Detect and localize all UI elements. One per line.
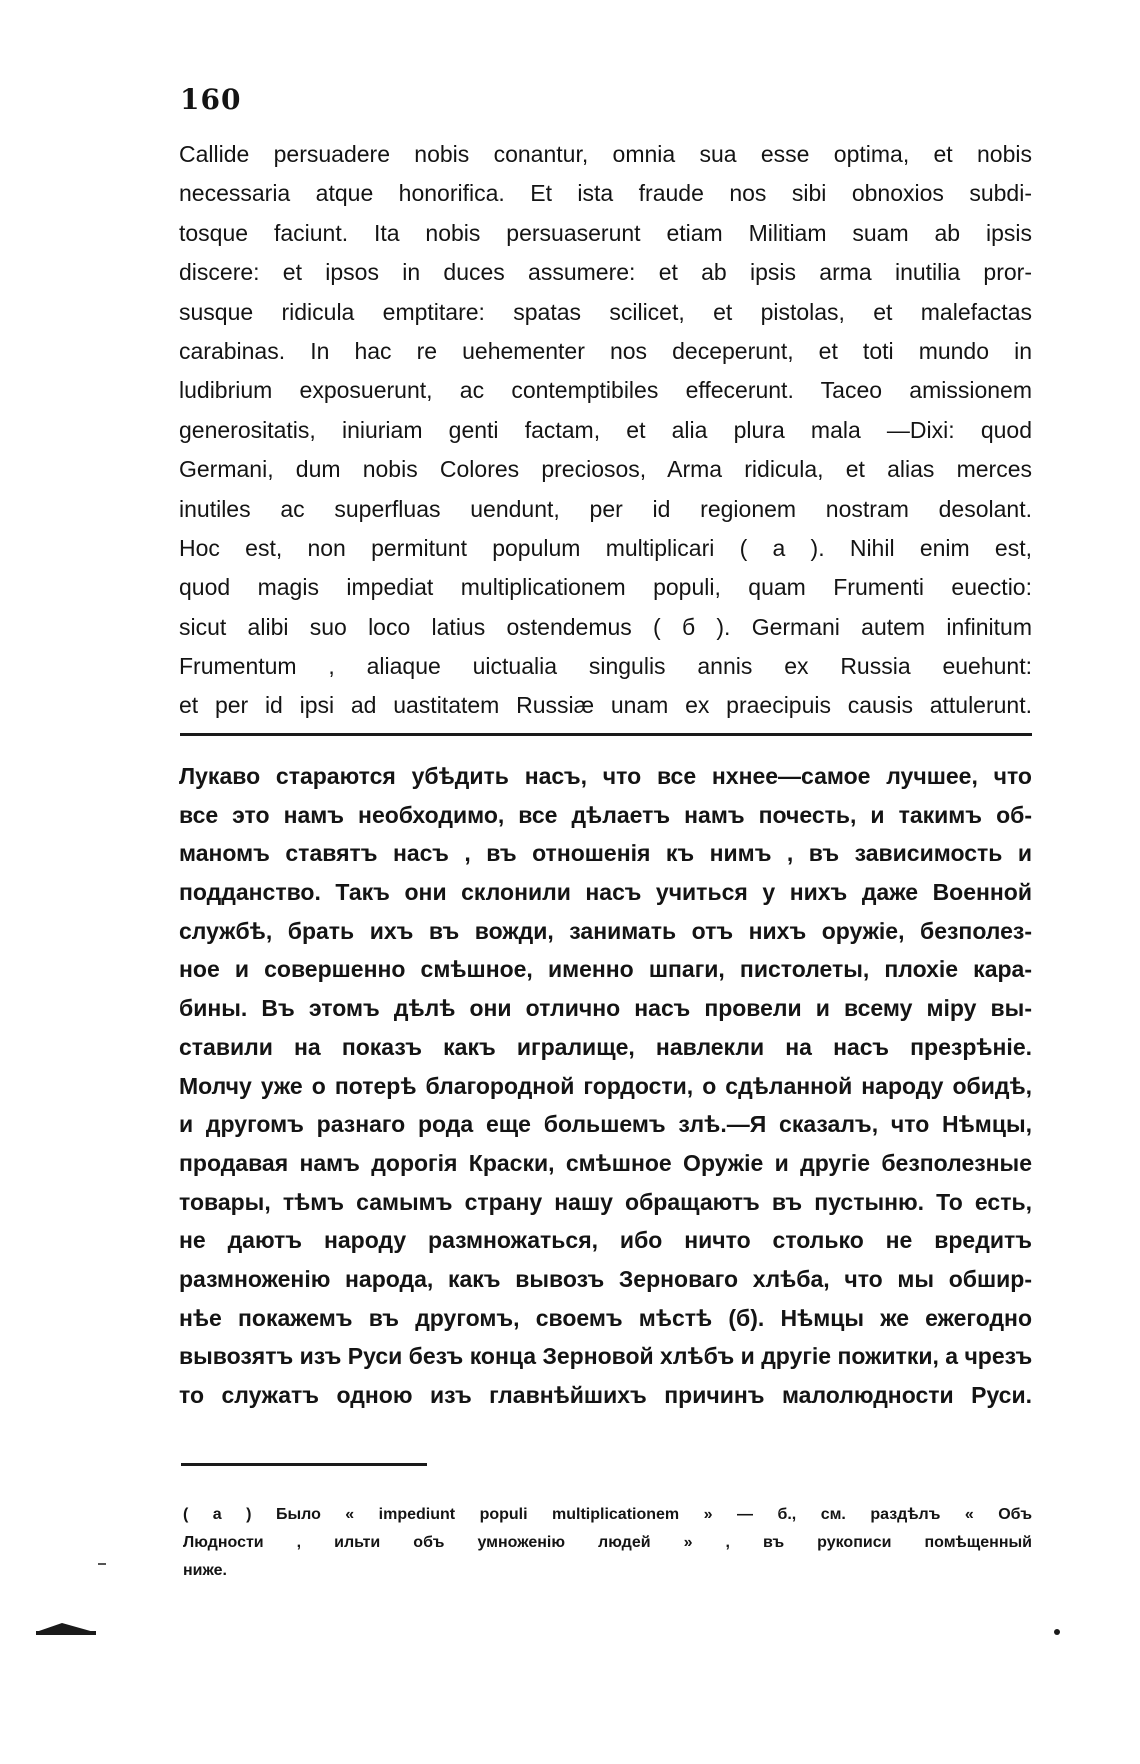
russian-line: нѣе покажемъ въ другомъ, своемъ мѣстѣ (б). Нѣмцы же ежегодно	[179, 1304, 1032, 1331]
latin-line: generositatis, iniuriam genti factam, et alia plura mala —Dixi: quod	[179, 416, 1032, 443]
russian-line: все это намъ необходимо, все дѣлаетъ намъ почесть, и такимъ об-	[179, 801, 1032, 828]
footnote-line: ниже.	[183, 1562, 227, 1579]
russian-line: продавая намъ дорогія Краски, смѣшное Оружіе и другіе безполезные	[179, 1149, 1032, 1176]
russian-line: и другомъ разнаго рода еще большемъ злѣ.—Я сказалъ, что Нѣмцы,	[179, 1111, 1032, 1138]
russian-line: размноженію народа, какъ вывозъ Зерноваго хлѣба, что мы обшир-	[179, 1265, 1032, 1292]
latin-line: Germani, dum nobis Colores preciosos, Arma ridicula, et alias merces	[179, 456, 1032, 483]
margin-scan-mark	[98, 1563, 106, 1565]
latin-line: necessaria atque honorifica. Et ista fraude nos sibi obnoxios subdi-	[179, 180, 1032, 207]
margin-scan-dot	[1054, 1629, 1060, 1635]
russian-line: то служатъ одною изъ главнѣйшихъ причинъ малолюдности Руси.	[179, 1382, 1032, 1408]
russian-line: вывозятъ изъ Руси безъ конца Зерновой хлѣбъ и другіе пожитки, а чрезъ	[179, 1343, 1033, 1370]
latin-line: carabinas. In hac re uehementer nos deceperunt, et toti mundo in	[179, 337, 1032, 364]
section-divider	[180, 733, 1032, 736]
latin-line: inutiles ac superfluas uendunt, per id regionem nostram desolant.	[179, 495, 1032, 522]
latin-paragraph	[179, 135, 1032, 726]
russian-line: Лукаво стараются убѣдить насъ, что все нхнее—самое лучшее, что	[179, 763, 1032, 789]
russian-line: Молчу уже о потерѣ благородной гордости, о сдѣланной народу обидѣ,	[179, 1072, 1032, 1099]
russian-paragraph	[179, 757, 1032, 1415]
latin-line: et per id ipsi ad uastitatem Russiæ unam ex praecipuis causis attulerunt.	[179, 692, 1032, 719]
footnote-rule	[181, 1463, 427, 1466]
page-number: 160	[180, 83, 242, 116]
russian-line: товары, тѣмъ самымъ страну нашу обращаютъ въ пустыню. То есть,	[179, 1188, 1032, 1215]
margin-scan-blot-base	[36, 1631, 96, 1635]
latin-line: tosque faciunt. Ita nobis persuaserunt etiam Militiam suam ab ipsis	[179, 219, 1032, 246]
russian-line: службѣ, брать ихъ въ вожди, занимать отъ нихъ оружіе, безполез-	[179, 917, 1032, 944]
russian-line: ное и совершенно смѣшное, именно шпаги, пистолеты, плохіе кара-	[179, 956, 1032, 983]
latin-line: discere: et ipsos in duces assumere: et ab ipsis arma inutilia pror-	[179, 259, 1032, 286]
footnote-line: Людности , ильти объ умноженію людей » , въ рукописи помѣщенный	[183, 1534, 1032, 1551]
latin-line: quod magis impediat multiplicationem populi, quam Frumenti euectio:	[179, 574, 1032, 601]
russian-line: подданство. Такъ они склонили насъ учиться у нихъ даже Военной	[179, 879, 1032, 906]
footnote-line: ( а ) Было « impediunt populi multiplicationem » — б., см. раздѣлъ « Объ	[183, 1506, 1032, 1523]
latin-line: Hoc est, non permitunt populum multiplicari ( a ). Nihil enim est,	[179, 534, 1032, 561]
russian-line: не даютъ народу размножаться, ибо ничто столько не вредитъ	[179, 1227, 1032, 1254]
latin-line: susque ridicula emptitare: spatas scilicet, et pistolas, et malefactas	[179, 298, 1032, 325]
latin-line: Callide persuadere nobis conantur, omnia sua esse optima, et nobis	[179, 141, 1032, 167]
latin-line: sicut alibi suo loco latius ostendemus ( б ). Germani autem infinitum	[179, 613, 1032, 640]
russian-line: маномъ ставятъ насъ , въ отношенія къ нимъ , въ зависимость и	[179, 840, 1032, 867]
footnote	[183, 1501, 1032, 1585]
latin-line: ludibrium exposuerunt, ac contemptibiles effecerunt. Taceo amissionem	[179, 377, 1032, 404]
latin-line: Frumentum , aliaque uictualia singulis annis ex Russia euehunt:	[179, 653, 1032, 680]
russian-line: бины. Въ этомъ дѣлѣ они отлично насъ провели и всему міру вы-	[179, 995, 1032, 1022]
russian-line: ставили на показъ какъ игралище, навлекли на насъ презрѣніе.	[179, 1033, 1032, 1060]
